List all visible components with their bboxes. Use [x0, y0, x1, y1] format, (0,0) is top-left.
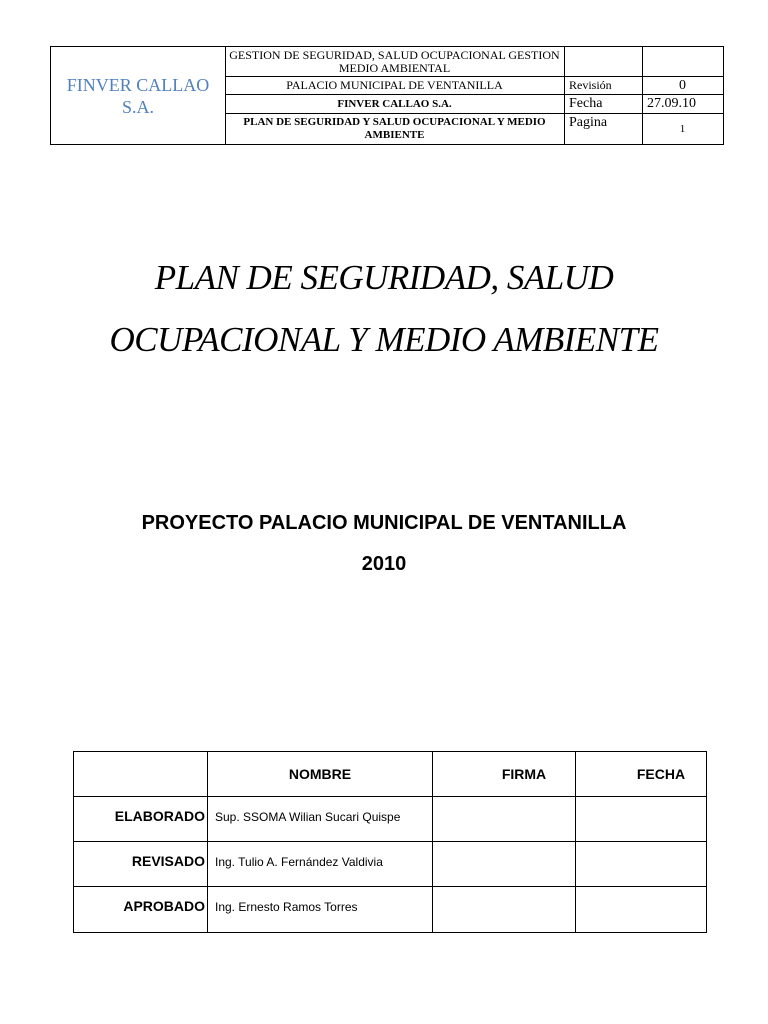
name-revisado: Ing. Tulio A. Fernández Valdivia — [208, 842, 432, 887]
date-value: 27.09.10 — [642, 95, 723, 114]
company-name: FINVER CALLAO S.A. — [51, 47, 226, 144]
role-elaborado: ELABORADO — [74, 797, 207, 842]
header-system-title: GESTION DE SEGURIDAD, SALUD OCUPACIONAL GESTION MEDIO AMBIENTAL — [225, 47, 564, 77]
header-value-column — [642, 47, 723, 144]
date-label: Fecha — [564, 95, 642, 114]
revision-value: 0 — [642, 77, 723, 95]
header-label-empty — [564, 47, 642, 77]
project-name: PROYECTO PALACIO MUNICIPAL DE VENTANILLA — [141, 512, 627, 534]
document-title-line-2: OCUPACIONAL Y MEDIO AMBIENTE — [109, 320, 659, 359]
document-title-line-1: PLAN DE SEGURIDAD, SALUD — [154, 258, 614, 297]
header-company: FINVER CALLAO S.A. — [225, 95, 564, 114]
role-revisado: REVISADO — [74, 842, 207, 887]
header-value-empty — [642, 47, 723, 77]
name-elaborado: Sup. SSOMA Wilian Sucari Quispe — [208, 797, 432, 842]
name-aprobado: Ing. Ernesto Ramos Torres — [215, 900, 358, 914]
signature-column — [433, 752, 576, 932]
header-project-name: PALACIO MUNICIPAL DE VENTANILLA — [225, 77, 564, 95]
project-year: 2010 — [361, 553, 407, 575]
role-header — [74, 752, 207, 797]
role-aprobado: APROBADO — [123, 898, 205, 914]
header-description-column — [225, 47, 565, 144]
date-elaborado — [576, 797, 706, 842]
document-header — [50, 46, 724, 145]
revision-label: Revisión — [564, 77, 642, 95]
header-label-column — [564, 47, 643, 144]
page-label: Pagina — [569, 115, 608, 130]
date-column — [576, 752, 706, 932]
signature-revisado — [433, 842, 575, 887]
signature-aprobado — [433, 887, 575, 932]
date-header: FECHA — [576, 752, 706, 797]
page-value: 1 — [679, 123, 686, 135]
signature-header: FIRMA — [433, 752, 575, 797]
name-header: NOMBRE — [208, 752, 432, 797]
header-document-title: PLAN DE SEGURIDAD Y SALUD OCUPACIONAL Y MEDIO AMBIENTE — [243, 116, 546, 141]
date-aprobado — [576, 887, 706, 932]
role-column — [74, 752, 208, 932]
approval-table — [73, 751, 707, 933]
name-column — [208, 752, 433, 932]
signature-elaborado — [433, 797, 575, 842]
date-revisado — [576, 842, 706, 887]
